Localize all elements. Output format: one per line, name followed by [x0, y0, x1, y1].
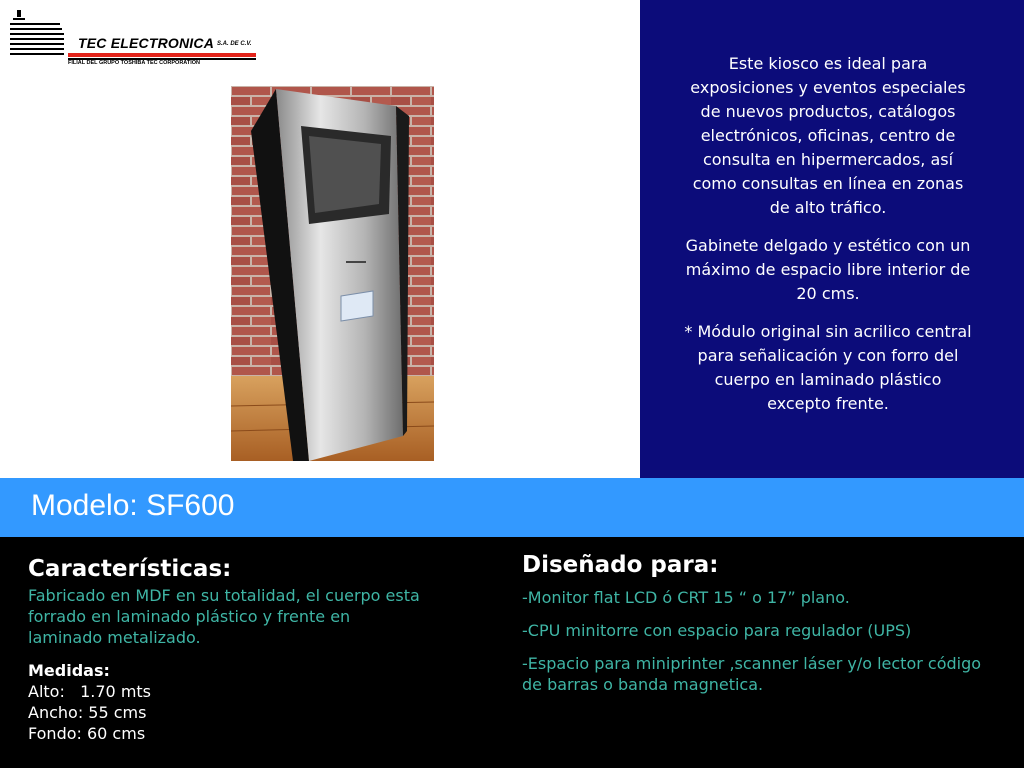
description-panel — [640, 0, 1024, 478]
designed-for-item: -CPU minitorre con espacio para regulador (UPS) — [522, 621, 912, 640]
measure-row: Ancho: 55 cms — [28, 703, 147, 722]
details-section — [0, 537, 1024, 768]
designed-for-heading: Diseñado para: — [522, 552, 719, 578]
logo-tagline: FILIAL DEL GRUPO TOSHIBA TEC CORPORATION — [68, 60, 201, 66]
measures-label: Medidas: — [28, 661, 110, 680]
description-paragraph: * Módulo original sin acrilico central para señalicación y con forro del cuerpo en laminado plástico excepto frente. — [684, 322, 972, 413]
page-title: Modelo: SF600 — [31, 489, 235, 522]
measure-row: Alto: 1.70 mts — [28, 682, 152, 701]
logo-name: TEC ELECTRONICA — [78, 35, 214, 51]
features-column — [28, 553, 428, 744]
measure-row: Fondo: 60 cms — [28, 724, 146, 743]
designed-for-column — [522, 549, 1002, 707]
title-bar — [0, 478, 1024, 537]
designed-for-item: -Monitor flat LCD ó CRT 15 “ o 17” plano. — [522, 588, 850, 607]
designed-for-item: -Espacio para miniprinter ,scanner láser y/o lector código de barras o banda magnetica. — [522, 654, 982, 694]
kiosk-product-image — [231, 86, 434, 461]
description-paragraph: Este kiosco es ideal para exposiciones y eventos especiales de nuevos productos, catálogos electrónicos, oficinas, centro de consulta en hipermercados, así como consultas en línea en zonas de alto tráfico. — [690, 54, 966, 217]
logo-suffix: S.A. DE C.V. — [217, 41, 252, 47]
features-heading: Características: — [28, 556, 232, 582]
company-logo — [10, 10, 260, 70]
features-text: Fabricado en MDF en su totalidad, el cuerpo esta forrado en laminado plástico y frente en laminado metalizado. — [28, 586, 420, 647]
description-paragraph: Gabinete delgado y estético con un máximo de espacio libre interior de 20 cms. — [685, 236, 971, 303]
designed-for-list — [522, 587, 1002, 695]
logo-rule-red — [68, 53, 256, 57]
measures-block — [28, 660, 428, 744]
logo-mark-icon — [10, 10, 64, 60]
